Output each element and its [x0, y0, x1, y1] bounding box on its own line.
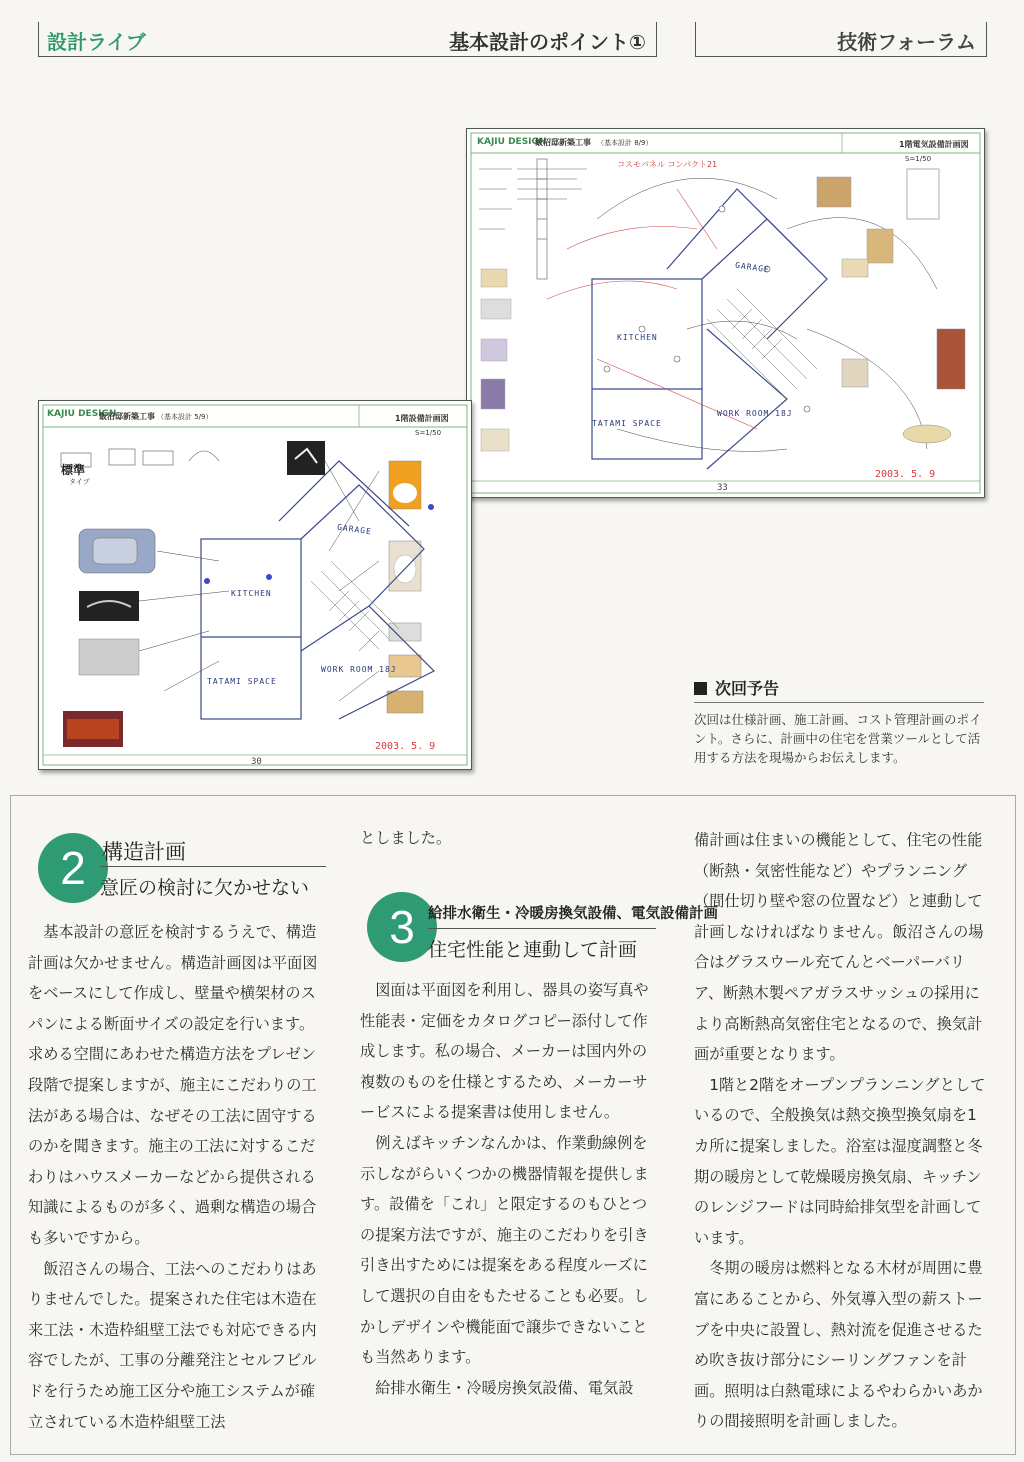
section-subtitle-2: 意匠の検討に欠かせない	[100, 866, 326, 900]
section-name: 技術フォーラム	[837, 30, 976, 54]
equipment-plan-drawing	[38, 400, 472, 770]
paragraph: 備計画は住まいの機能として、住宅の性能（断熱・気密性能など）やプランニング（間仕切り壁や窓の位置など）と連動して計画しなければなりません。飯沼さんの場合はグラスウール充てんとベーパーバリア、断熱木製ペアガラスサッシュの採用により高断熱高気密住宅となるので、換気計画が重要となります。	[694, 831, 984, 1064]
floor-plan-lines	[467, 129, 984, 497]
next-issue-body: 次回は仕様計画、施工計画、コスト管理計画のポイント。さらに、計画中の住宅を営業ツールとして活用する方法を現場からお伝えします。	[694, 712, 982, 765]
drawing-date: 2003. 5. 9	[375, 741, 436, 752]
paragraph: 給排水衛生・冷暖房換気設備、電気設	[375, 1378, 634, 1397]
section-number-3: 3	[367, 892, 437, 962]
drawing-product-label: コスモパネル コンパクト21	[617, 160, 718, 169]
room-garage: GARAGE	[734, 260, 771, 275]
column-3	[694, 825, 986, 1437]
room-workroom: WORK ROOM 18J	[321, 665, 397, 674]
drawing-project: 飯沼邸新築工事	[99, 412, 155, 421]
electrical-plan-drawing	[466, 128, 985, 498]
section-bar	[695, 22, 987, 57]
next-issue-heading	[694, 676, 779, 699]
paragraph: 基本設計の意匠を検討するうえで、構造計画は欠かせません。構造計画図は平面図をベースにして作成し、壁量や横架材のスパンによる断面サイズの設定を行います。求める空間にあわせた構造方法をプレゼン段階で提案しますが、施主にこだわりの工法がある場合は、なぜその工法に固守するのかを聞きます。施主の工法に対するこだわりはハウスメーカーなどから提供される知識によるものが多く、過剰な構造の場合も多いですから。	[28, 923, 318, 1247]
header-bar	[38, 22, 657, 57]
section-title-2: 構造計画	[102, 840, 186, 864]
room-workroom: WORK ROOM 18J	[717, 409, 793, 418]
drawing-phase: （基本設計 8/9）	[597, 139, 653, 147]
paragraph: 図面は平面図を利用し、器具の姿写真や性能表・定価をカタログコピー添付して作成します。私の場合、メーカーは国内外の複数のものを仕様とするため、メーカーサービスによる提案書は使用しません。	[360, 981, 649, 1122]
drawing-date: 2003. 5. 9	[875, 469, 936, 480]
drawing-phase: （基本設計 5/9）	[157, 413, 213, 421]
paragraph: としました。	[360, 829, 452, 847]
section-title-3: 給排水衛生・冷暖房換気設備、電気設備計画	[428, 906, 718, 922]
drawing-page: 30	[251, 757, 262, 767]
drawing-sheet-title: 1階設備計画図	[395, 414, 449, 423]
paragraph: 1階と2階をオープンプランニングとしているので、全般換気は熱交換型換気扇を1カ所に提案しました。浴室は湿度調整と冬期の暖房として乾燥暖房換気扇、キッチンのレンジフードは同時給排気型を計画しています。	[694, 1075, 986, 1247]
paragraph: 例えばキッチンなんかは、作業動線例を示しながらいくつかの機器情報を提供します。設備を「これ」と限定するのもひとつの提案方法ですが、施主のこだわりを引き引き出すためには提案をある程度ルーズにして選択の自由をもたせることも必要。しかしデザインや機能面で譲歩できないことも当然あります。	[360, 1133, 649, 1367]
room-kitchen: KITCHEN	[617, 333, 658, 342]
column-2	[360, 975, 656, 1403]
standard-type: タイプ	[69, 478, 90, 486]
paragraph: 冬期の暖房は燃料となる木材が周囲に豊富にあることから、外気導入型の薪ストーブを中央に設置し、熱対流を促進させるため吹き抜け部分にシーリングファンを計画。照明は白熱電球によるやわらかいあかりの間接照明を計画しました。	[694, 1259, 983, 1431]
article-title: 基本設計のポイント①	[449, 30, 646, 54]
series-name: 設計ライブ	[47, 30, 146, 54]
column-1	[28, 917, 320, 1437]
section-number-2: 2	[38, 833, 108, 903]
drawing-sheet-title: 1階電気設備計画図	[899, 140, 969, 149]
column-2-continuation	[360, 823, 656, 854]
next-issue-heading-text: 次回予告	[715, 679, 780, 698]
room-kitchen: KITCHEN	[231, 589, 272, 598]
drawing-page: 33	[717, 483, 728, 493]
standard-label: 標準	[61, 463, 86, 477]
floor-plan-lines	[39, 401, 471, 769]
square-bullet-icon	[694, 682, 707, 695]
drawing-scale: S=1/50	[415, 429, 442, 437]
paragraph: 飯沼さんの場合、工法へのこだわりはありませんでした。提案された住宅は木造在来工法・木造枠組壁工法でも対応できる内容でしたが、工事の分離発注とセルフビルドを行うため施工区分や施工システムが確立されている木造枠組壁工法	[28, 1259, 317, 1431]
room-garage: GARAGE	[336, 522, 373, 537]
drawing-project: 飯沼邸新築工事	[535, 138, 591, 147]
office-mark: KAJIU DESIGN	[477, 137, 547, 147]
room-tatami: TATAMI SPACE	[592, 419, 662, 428]
room-tatami: TATAMI SPACE	[207, 677, 277, 686]
drawing-scale: S=1/50	[905, 155, 932, 163]
divider	[694, 702, 984, 703]
section-subtitle-3: 住宅性能と連動して計画	[428, 928, 656, 962]
office-mark: KAJIU DESIGN	[47, 409, 117, 419]
